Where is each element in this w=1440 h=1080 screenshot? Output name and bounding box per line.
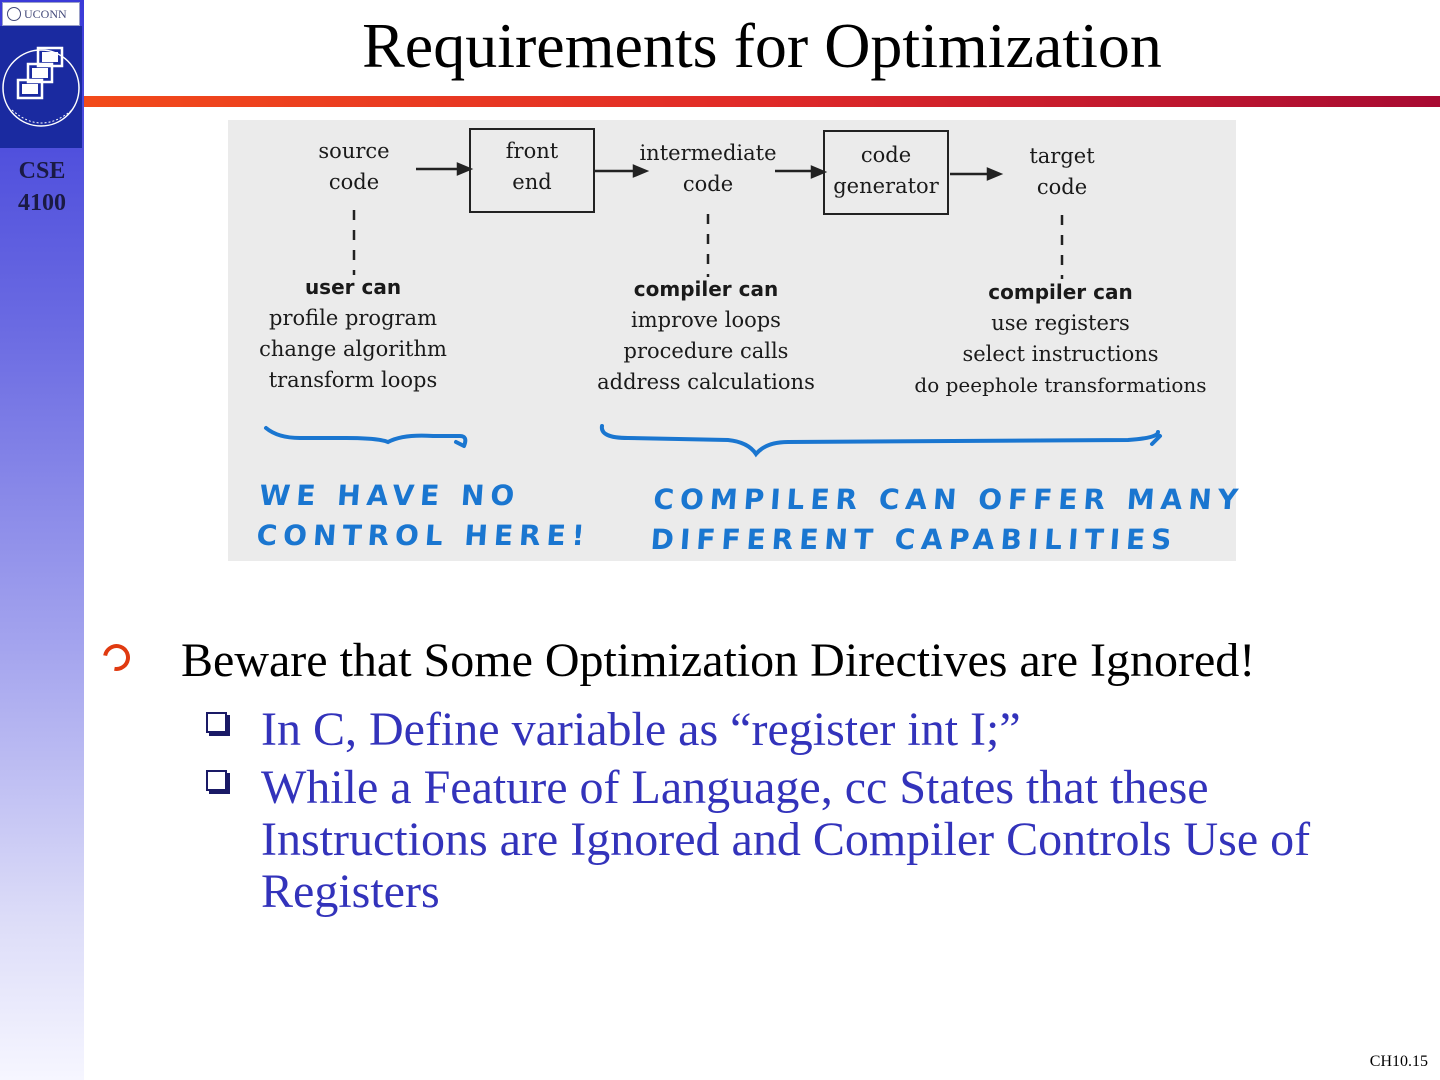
compiler-pipeline-figure [228, 120, 1246, 561]
handwritten-note-left: WE HAVE NO CONTROL HERE! [255, 479, 592, 552]
compiler-can-item: procedure calls [623, 339, 789, 363]
square-bullet-icon [206, 712, 227, 733]
bullet-list [100, 632, 1430, 918]
uconn-seal-icon [7, 7, 21, 21]
uconn-label: UCONN [24, 6, 67, 21]
user-can-item: profile program [269, 306, 437, 330]
compiler-can-item: select instructions [962, 342, 1159, 366]
source-code-label: source code [318, 139, 390, 194]
course-code-line2: 4100 [18, 190, 66, 216]
sub-bullet [100, 704, 1430, 756]
user-can-item: transform loops [268, 368, 438, 392]
front-end-label: front end [505, 139, 559, 194]
user-can-item: change algorithm [259, 337, 447, 361]
uconn-strip [2, 2, 80, 26]
compiler-can-heading: compiler can [633, 277, 779, 301]
bullet-main-text: Beware that Some Optimization Directives are Ignored! [181, 634, 1256, 687]
target-code-label: target code [1029, 144, 1095, 199]
sidebar [0, 0, 84, 1080]
slide-number: CH10.15 [1369, 1053, 1428, 1070]
compiler-can-item: do peephole transformations [914, 373, 1207, 397]
title-underline-bar [84, 96, 1440, 107]
compiler-can-item: improve loops [631, 308, 781, 332]
course-code [0, 155, 84, 219]
sub-bullet-text: In C, Define variable as “register int I;” [261, 703, 1021, 756]
intermediate-code-label: intermediate code [639, 141, 777, 196]
sub-bullet [100, 762, 1430, 918]
handwritten-note-right: COMPILER CAN OFFER MANY DIFFERENT CAPABILITIES [649, 483, 1246, 556]
bullet-main [100, 632, 1430, 690]
code-generator-label: code generator [833, 143, 939, 198]
square-bullet-icon [206, 770, 227, 791]
compiler-can-list-2 [893, 277, 1228, 401]
user-can-list [238, 272, 468, 396]
user-can-heading: user can [304, 275, 402, 299]
cse-department-logo-icon [0, 26, 82, 148]
sub-bullet-text: While a Feature of Language, cc States that these Instructions are Ignored and Compiler Controls Use of Registers [261, 761, 1311, 918]
compiler-can-heading: compiler can [988, 280, 1133, 304]
compiler-can-item: address calculations [597, 370, 815, 394]
compiler-can-list-1 [581, 274, 831, 398]
compiler-can-item: use registers [991, 311, 1130, 335]
slide-title: Requirements for Optimization [362, 10, 1162, 81]
circle-bullet-icon [98, 639, 136, 677]
course-code-line1: CSE [18, 158, 66, 184]
